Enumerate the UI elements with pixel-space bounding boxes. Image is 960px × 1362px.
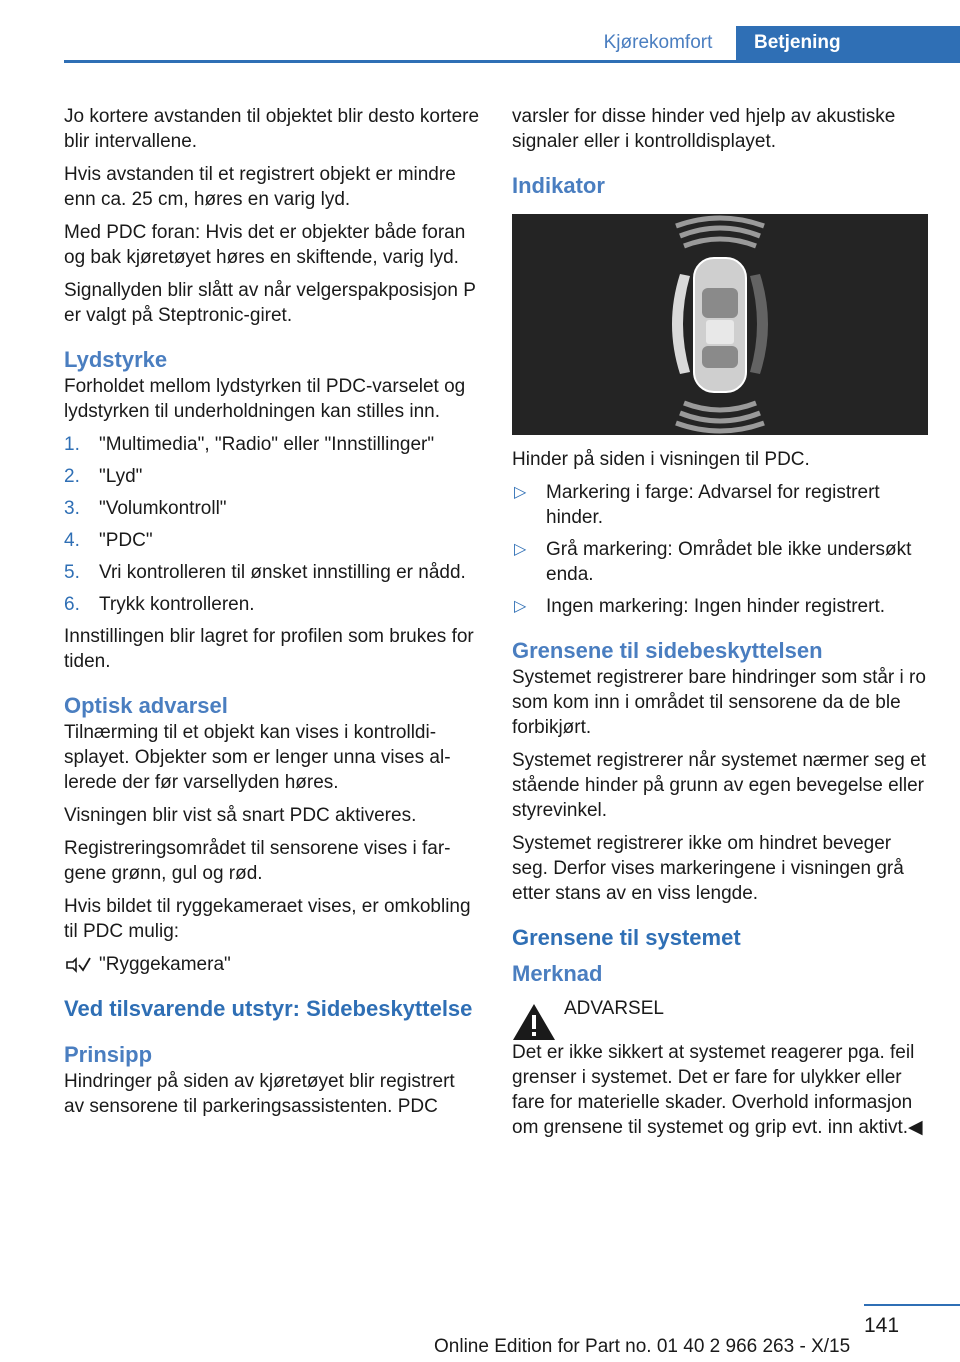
pdc-side-view-figure — [512, 214, 928, 435]
list-item — [64, 528, 480, 553]
paragraph: Hindringer på siden av kjøretøyet blir registrert av sensorene til parkeringsassistenten. PDC — [64, 1071, 455, 1117]
step-number: 5. — [64, 562, 80, 583]
footer-rule — [864, 1304, 960, 1306]
list-item — [512, 594, 930, 619]
list-item — [64, 464, 480, 489]
step-number: 1. — [64, 434, 80, 455]
step-number: 4. — [64, 530, 80, 551]
paragraph: Med PDC foran: Hvis det er objekter både foran og bak kjøretøyet høres en skiftende, varig lyd. — [64, 222, 466, 268]
warning-text — [512, 1040, 930, 1140]
paragraph: Jo kortere avstanden til objektet blir desto kortere blir intervallene. — [64, 106, 480, 152]
step-text: "Lyd" — [99, 466, 143, 487]
heading-lydstyrke: Lydstyrke — [64, 347, 168, 372]
step-number: 6. — [64, 594, 80, 615]
bullet-text: Markering i farge: Advarsel for registrert hinder. — [546, 482, 880, 528]
left-column — [64, 104, 480, 1127]
list-item — [512, 537, 930, 587]
paragraph: Systemet registrerer ikke om hindret beveger seg. Derfor vises markeringene i visningen grå etter stans av en viss lengde. — [512, 833, 904, 904]
figure-caption: Hinder på siden i visningen til PDC. — [512, 449, 810, 470]
heading-grensene-side: Grensene til sidebeskyttelsen — [512, 638, 823, 663]
edition-text: Online Edition for Part no. 01 40 2 966 263 - X/15 — [434, 1336, 851, 1357]
list-item — [64, 496, 480, 521]
heading-ved-tilsvarende: Ved tilsvarende utstyr: Sidebeskyttelse — [64, 996, 473, 1021]
paragraph: Systemet registrerer når systemet nærmer seg et stående hinder på grunn av egen bevegelse eller styrevinkel. — [512, 750, 926, 821]
header-tab-section: Kjørekomfort — [580, 26, 736, 60]
step-number: 2. — [64, 466, 80, 487]
heading-optisk: Optisk advarsel — [64, 693, 228, 718]
camera-switch-icon — [64, 956, 92, 974]
bullet-icon: ▷ — [514, 484, 527, 501]
paragraph: Signallyden blir slått av når velgerspakposisjon P er valgt på Steptronic-giret. — [64, 280, 476, 326]
bullet-icon: ▷ — [514, 598, 527, 615]
bullet-icon: ▷ — [514, 541, 527, 558]
paragraph: Systemet registrerer bare hindringer som står i ro som kom inn i området til sensorene da de ble forbikjørt. — [512, 667, 926, 738]
steps-list — [64, 432, 480, 617]
paragraph: Tilnærming til et objekt kan vises i kontrolldisplayet. Objekter som er lenger unna vises allerede der før varsellyden høres. — [64, 722, 451, 793]
car-top-view-icon — [512, 214, 928, 435]
header-rule — [64, 60, 960, 63]
paragraph: Visningen blir vist så snart PDC aktiveres. — [64, 805, 417, 826]
paragraph: Innstillingen blir lagret for profilen som brukes for tiden. — [64, 626, 474, 672]
paragraph: Hvis bildet til ryggekameraet vises, er omkobling til PDC mulig: — [64, 896, 471, 942]
step-text: Trykk kontrolleren. — [99, 594, 255, 615]
list-item — [64, 592, 480, 617]
paragraph: Forholdet mellom lydstyrken til PDC-varselet og lydstyrken til underholdningen kan stilles inn. — [64, 376, 466, 422]
step-text: "Volumkontroll" — [99, 498, 227, 519]
step-text: Vri kontrolleren til ønsket innstilling er nådd. — [99, 562, 466, 583]
heading-grensene-sys: Grensene til systemet — [512, 925, 741, 950]
heading-indikator: Indikator — [512, 173, 605, 198]
warning-triangle-icon — [512, 1002, 556, 1042]
right-column — [512, 104, 930, 1148]
step-number: 3. — [64, 498, 80, 519]
bullet-text: Grå markering: Området ble ikke undersøkt enda. — [546, 539, 912, 585]
list-item — [64, 560, 480, 585]
paragraph: varsler for disse hinder ved hjelp av akustiske signaler eller i kontrolldisplayet. — [512, 106, 896, 152]
legend-list — [512, 480, 930, 619]
list-item — [512, 480, 930, 530]
heading-prinsipp: Prinsipp — [64, 1042, 153, 1067]
heading-merknad: Merknad — [512, 961, 603, 986]
warning-block — [512, 996, 930, 1040]
bullet-text: Ingen markering: Ingen hinder registrert. — [546, 596, 886, 617]
step-text: "Multimedia", "Radio" eller "Innstillinger" — [99, 434, 435, 455]
page-number: 141 — [864, 1314, 900, 1337]
list-item — [64, 432, 480, 457]
warning-body: Det er ikke sikkert at systemet reagerer pga. feil grenser i systemet. Det er fare for ulykker eller fare for materielle skader. Overhold informasjon om grensene til systemet og grip evt. inn aktivt. — [512, 1042, 915, 1138]
menu-label: "Ryggekamera" — [99, 954, 231, 975]
paragraph: Registreringsområdet til sensorene vises i fargene grønn, gul og rød. — [64, 838, 451, 884]
paragraph: Hvis avstanden til et registrert objekt er mindre enn ca. 25 cm, høres en varig lyd. — [64, 164, 456, 210]
header-tab-active: Betjening — [736, 26, 960, 60]
warning-title: ADVARSEL — [564, 998, 664, 1019]
step-text: "PDC" — [99, 530, 153, 551]
menu-line-camera — [64, 952, 480, 977]
end-mark: ◀ — [908, 1117, 923, 1138]
